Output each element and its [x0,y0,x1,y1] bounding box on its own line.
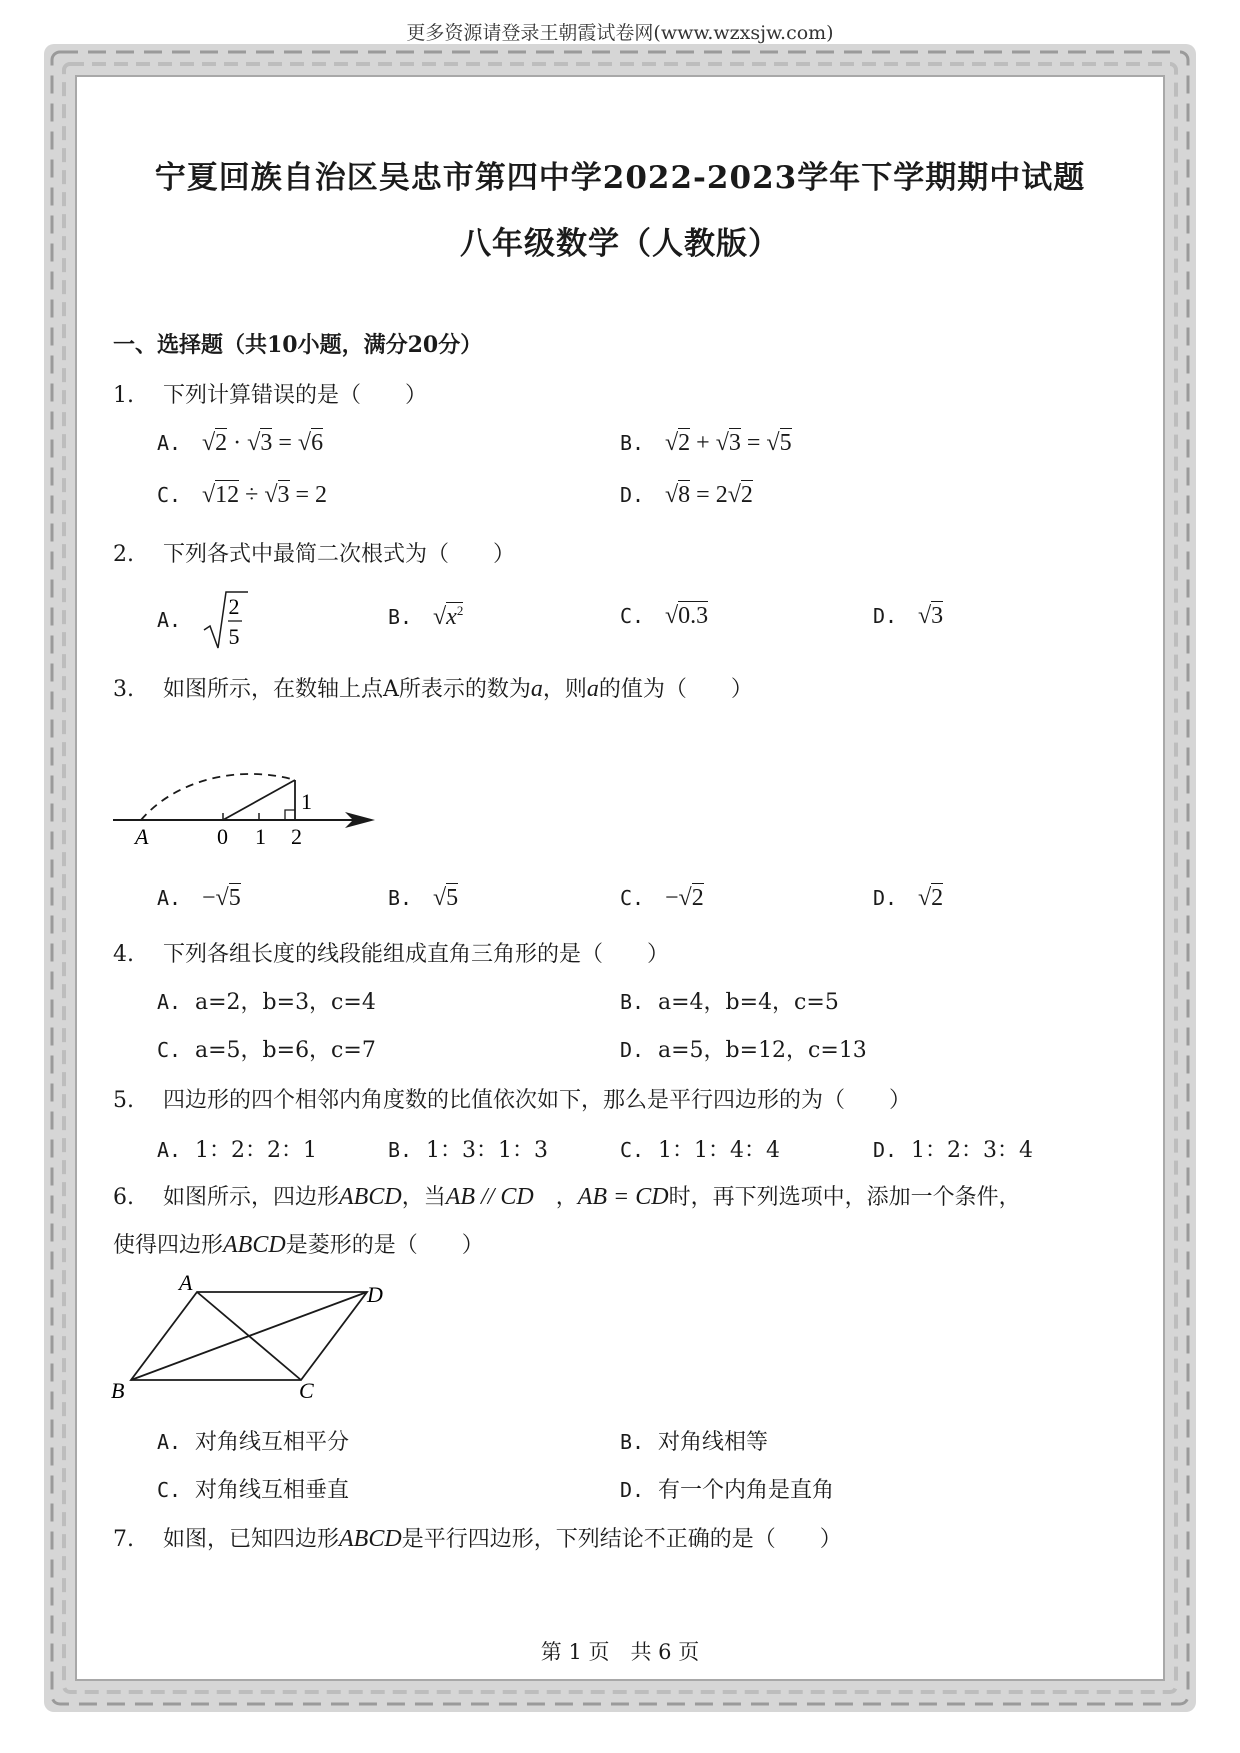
math-expression: √3 [918,603,944,629]
question-6-line-2: 使得四边形ABCD是菱形的是（ ） [113,1232,484,1258]
sqrt-fraction [202,590,250,652]
option-c [620,603,708,630]
option-c [157,1033,376,1064]
height-label: 1 [301,789,312,814]
question-3: 3. 如图所示，在数轴上点A所表示的数为a，则a的值为（ ） [113,676,753,702]
option-label: D. [873,886,898,910]
option-text: 对角线互相垂直 [195,1478,350,1503]
option-text: a=5，b=6，c=7 [195,1038,376,1063]
option-a [157,1425,349,1456]
option-label: D. [620,483,645,507]
option-text: 1：1：4：4 [658,1138,780,1163]
dashed-arc [141,774,295,820]
question-5 [113,1083,911,1114]
option-label: A. [157,608,182,632]
question-stem: 下列各式中最简二次根式为（ ） [163,542,516,567]
option-text: a=2，b=3，c=4 [195,990,376,1015]
option-text: 1：2：3：4 [911,1138,1033,1163]
option-b [388,603,463,631]
question-number: 7. [113,1527,134,1552]
question-6: 6. 如图所示，四边形ABCD，当AB // CD ，AB = CD时，再下列选项中，添加一个条件， [113,1184,1021,1210]
question-number: 5. [113,1088,134,1113]
tick-label: 0 [217,824,228,849]
vertex-label: C [299,1378,314,1403]
question-1 [113,378,427,409]
option-text: a=5，b=12，c=13 [658,1038,867,1063]
option-label: C. [157,1478,182,1502]
math-expression: −√5 [202,885,241,911]
option-a [157,430,323,457]
option-b [388,1133,548,1164]
option-c [157,1473,349,1504]
option-a [157,985,376,1016]
option-label: D. [873,604,898,628]
option-d [620,1473,834,1504]
option-label: C. [620,886,645,910]
option-text: 有一个内角是直角 [658,1478,835,1503]
option-b [620,985,839,1016]
exam-subtitle: 八年级数学（人教版） [460,226,780,262]
option-c [620,885,704,912]
question-number: 2. [113,542,134,567]
option-label: A. [157,1138,182,1162]
math-expression: √0.3 [665,603,709,629]
option-text: 对角线互相平分 [195,1430,350,1455]
page-header[interactable]: 更多资源请登录王朝霞试卷网(www.wzxsjw.com) [406,22,834,44]
option-c [620,1133,780,1164]
question-number: 3. [113,677,134,702]
question-number: 6. [113,1185,134,1210]
option-b [620,1425,768,1456]
option-text: 1：2：2：1 [195,1138,317,1163]
option-d [873,885,943,912]
math-expression: √2 · √3 = √6 [202,430,324,456]
option-label: A. [157,431,182,455]
option-b [620,430,792,457]
option-label: B. [620,990,645,1014]
number-line-figure [105,712,390,852]
question-stem: 下列各组长度的线段能组成直角三角形的是（ ） [163,942,670,967]
vertex-label: D [367,1282,383,1307]
option-label: A. [157,886,182,910]
option-label: D. [873,1138,898,1162]
question-stem: 四边形的四个相邻内角度数的比值依次如下，那么是平行四边形的为（ ） [163,1088,912,1113]
math-expression: −√2 [665,885,704,911]
option-text: a=4，b=4，c=5 [658,990,839,1015]
fraction-numerator: 2 [228,594,240,619]
math-expression: $√x^2$ [433,603,464,630]
option-d [620,482,753,509]
option-label: B. [388,605,413,629]
math-expression: √8 = 2√2 [665,482,753,508]
option-d [873,603,943,630]
right-angle-mark [285,810,295,820]
math-expression: √5 [433,885,459,911]
option-label: A. [157,1430,182,1454]
question-number: 4. [113,942,134,967]
math-expression: √12 ÷ √3 = 2 [202,482,328,508]
vertex-label: A [179,1272,193,1295]
option-d [873,1133,1033,1164]
option-a [157,590,250,652]
option-label: A. [157,990,182,1014]
option-text: 对角线相等 [658,1430,769,1455]
question-number: 1. [113,383,134,408]
option-a [157,885,241,912]
option-text: 1：3：1：3 [426,1138,548,1163]
option-label: C. [620,1138,645,1162]
parallelogram-figure [105,1272,405,1412]
option-label: C. [157,1038,182,1062]
option-label: C. [157,483,182,507]
vertex-label: B [111,1378,125,1403]
math-expression: √2 [918,885,944,911]
option-c [157,482,327,509]
option-label: B. [620,431,645,455]
tick-label: 1 [255,824,266,849]
option-label: C. [620,604,645,628]
question-4 [113,937,669,968]
diagonal-bd [131,1292,367,1380]
tick-label: 2 [291,824,302,849]
exam-title: 宁夏回族自治区吴忠市第四中学2022-2023学年下学期期中试题 [154,160,1086,196]
page-footer: 第 1 页 共 6 页 [540,1640,700,1664]
option-label: B. [388,886,413,910]
math-expression: √2 + √3 = √5 [665,430,792,456]
option-label: B. [388,1138,413,1162]
question-7: 7. 如图，已知四边形ABCD是平行四边形，下列结论不正确的是（ ） [113,1526,842,1552]
question-2 [113,537,515,568]
point-label: A [135,824,149,849]
option-b [388,885,458,912]
option-label: D. [620,1478,645,1502]
fraction-denominator: 5 [228,624,240,649]
option-d [620,1033,867,1064]
section-heading: 一、选择题（共10小题，满分20分） [113,332,483,358]
option-a [157,1133,317,1164]
question-stem: 下列计算错误的是（ ） [163,383,428,408]
option-label: D. [620,1038,645,1062]
option-label: B. [620,1430,645,1454]
